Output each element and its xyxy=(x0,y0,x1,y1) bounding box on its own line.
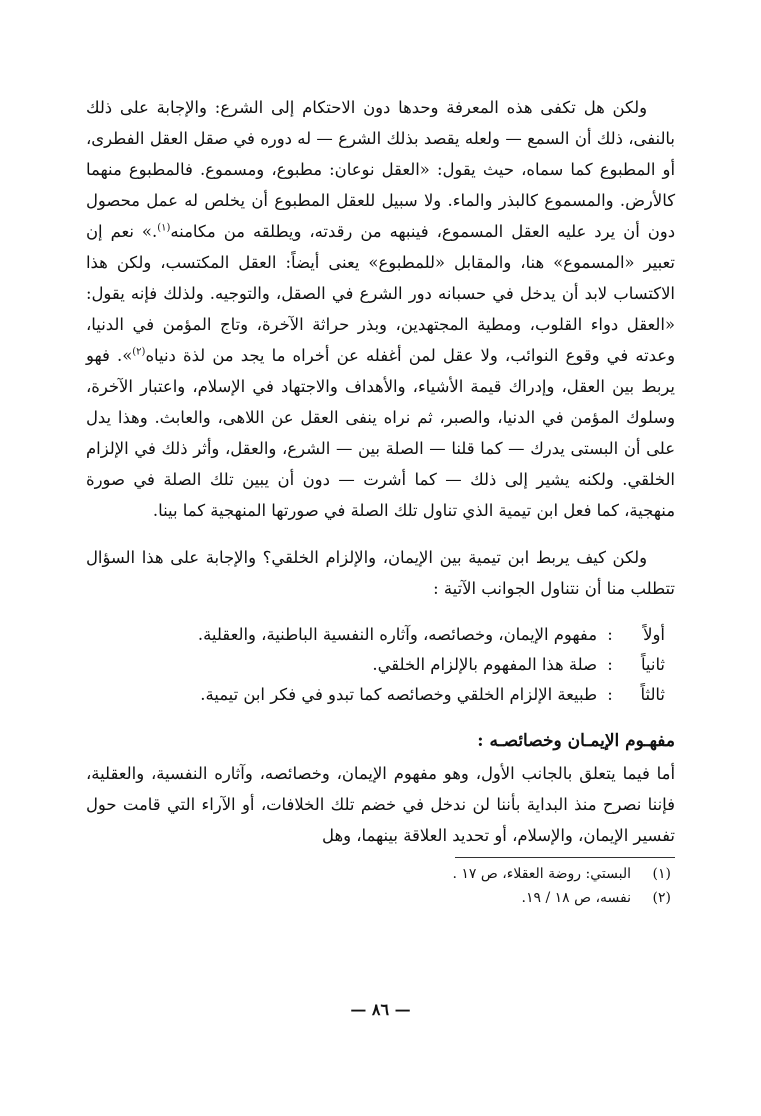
list-item xyxy=(86,680,665,710)
footnote-number: (٢) xyxy=(652,890,671,906)
paragraph-2 xyxy=(86,542,675,604)
footnote-divider xyxy=(455,857,675,858)
list-ordinal: أولاً xyxy=(643,625,665,644)
list-colon: : xyxy=(607,655,613,674)
footnote-text: البستي: روضة العقلاء، ص ١٧ . xyxy=(452,866,631,882)
list-text: طبيعة الإلزام الخلقي وخصائصه كما تبدو في فكر ابن تيمية. xyxy=(200,685,597,704)
list-colon: : xyxy=(607,625,613,644)
footnote-2 xyxy=(86,886,675,910)
page-number: — ٨٦ — xyxy=(350,1000,411,1019)
list-ordinal: ثالثاً xyxy=(640,685,665,704)
aspects-list xyxy=(86,620,675,710)
footnote-text: نفسه، ص ١٨ / ١٩. xyxy=(521,890,631,906)
page-body xyxy=(86,92,675,910)
paragraph-1 xyxy=(86,92,675,526)
paragraph-1-middle: .» نعم إن تعبير «المسموع» هنا، والمقابل «للمطبوع» يعنى أيضاً: العقل المكتسب، ولكن هذا الاكتساب لابد أن يدخل في حسبانه دور الشرع في الصقل، والتوجيه. ولذلك فإنه يقول: «العقل دواء القلوب، ومطية المجتهدين، وبذر حراثة الآخرة، وتاج المؤمن في الدنيا، وعدته في وقوع النوائب، ولا عقل لمن أغفله عن أخراه ما يجد من لذة دنياه xyxy=(86,222,675,365)
list-text: مفهوم الإيمان، وخصائصه، وآثاره النفسية الباطنية، والعقلية. xyxy=(197,625,597,644)
footnote-ref-1: (١) xyxy=(157,222,171,234)
section-heading: مفهـوم الإيمـان وخصائصـه : xyxy=(477,731,675,751)
paragraph-1-text: ولكن هل تكفى هذه المعرفة وحدها دون الاحتكام إلى الشرع: والإجابة على ذلك بالنفى، ذلك أن السمع — ولعله يقصد بذلك الشرع — له دوره في صقل العقل الفطرى، أو المطبوع كما سماه، حيث يقول: «العقل نوعان: مطبوع، ومسموع. فالمطبوع منهما كالأرض. والمسموع كالبذر والماء. ولا سبيل للعقل المطبوع أن يخلص له عمل محصول دون أن يرد عليه العقل المسموع، فينبهه من رقدته، ويطلقه من مكامنه xyxy=(86,98,675,241)
list-item xyxy=(86,620,665,650)
paragraph-3 xyxy=(86,758,675,851)
paragraph-2-text: ولكن كيف يربط ابن تيمية بين الإيمان، والإلزام الخلقي؟ والإجابة على هذا السؤال تتطلب منا أن نتناول الجوانب الآتية : xyxy=(86,548,675,598)
footnote-ref-2: (٢) xyxy=(132,346,146,358)
footnote-number: (١) xyxy=(652,866,671,882)
footnote-1 xyxy=(86,862,675,886)
paragraph-3-text: أما فيما يتعلق بالجانب الأول، وهو مفهوم الإيمان، وخصائصه، وآثاره النفسية، والعقلية، فإننا نصرح منذ البداية بأننا لن ندخل في خضم تلك الخلافات، أو الآراء التي قامت حول تفسير الإيمان، والإسلام، أو تحديد العلاقة بينهما، وهل xyxy=(86,764,675,845)
list-item xyxy=(86,650,665,680)
list-text: صلة هذا المفهوم بالإلزام الخلقي. xyxy=(372,655,597,674)
list-ordinal: ثانياً xyxy=(640,655,665,674)
list-colon: : xyxy=(607,685,613,704)
paragraph-1-end: ». فهو يربط بين العقل، وإدراك قيمة الأشياء، والأهداف والاجتهاد في الإسلام، واعتبار الآخرة، وسلوك المؤمن في الدنيا، والصبر، ثم نراه ينفى العقل عن اللاهى، والعابث. وهذا يدل على أن البستى يدرك — كما قلنا — الصلة بين — الشرع، والعقل، وأثر ذلك في الإلزام الخلقي. ولكنه يشير إلى ذلك — كما أشرت — دون أن يبين تلك الصلة في صورة منهجية، كما فعل ابن تيمية الذي تناول تلك الصلة في صورتها المنهجية كما بينا. xyxy=(86,346,675,520)
